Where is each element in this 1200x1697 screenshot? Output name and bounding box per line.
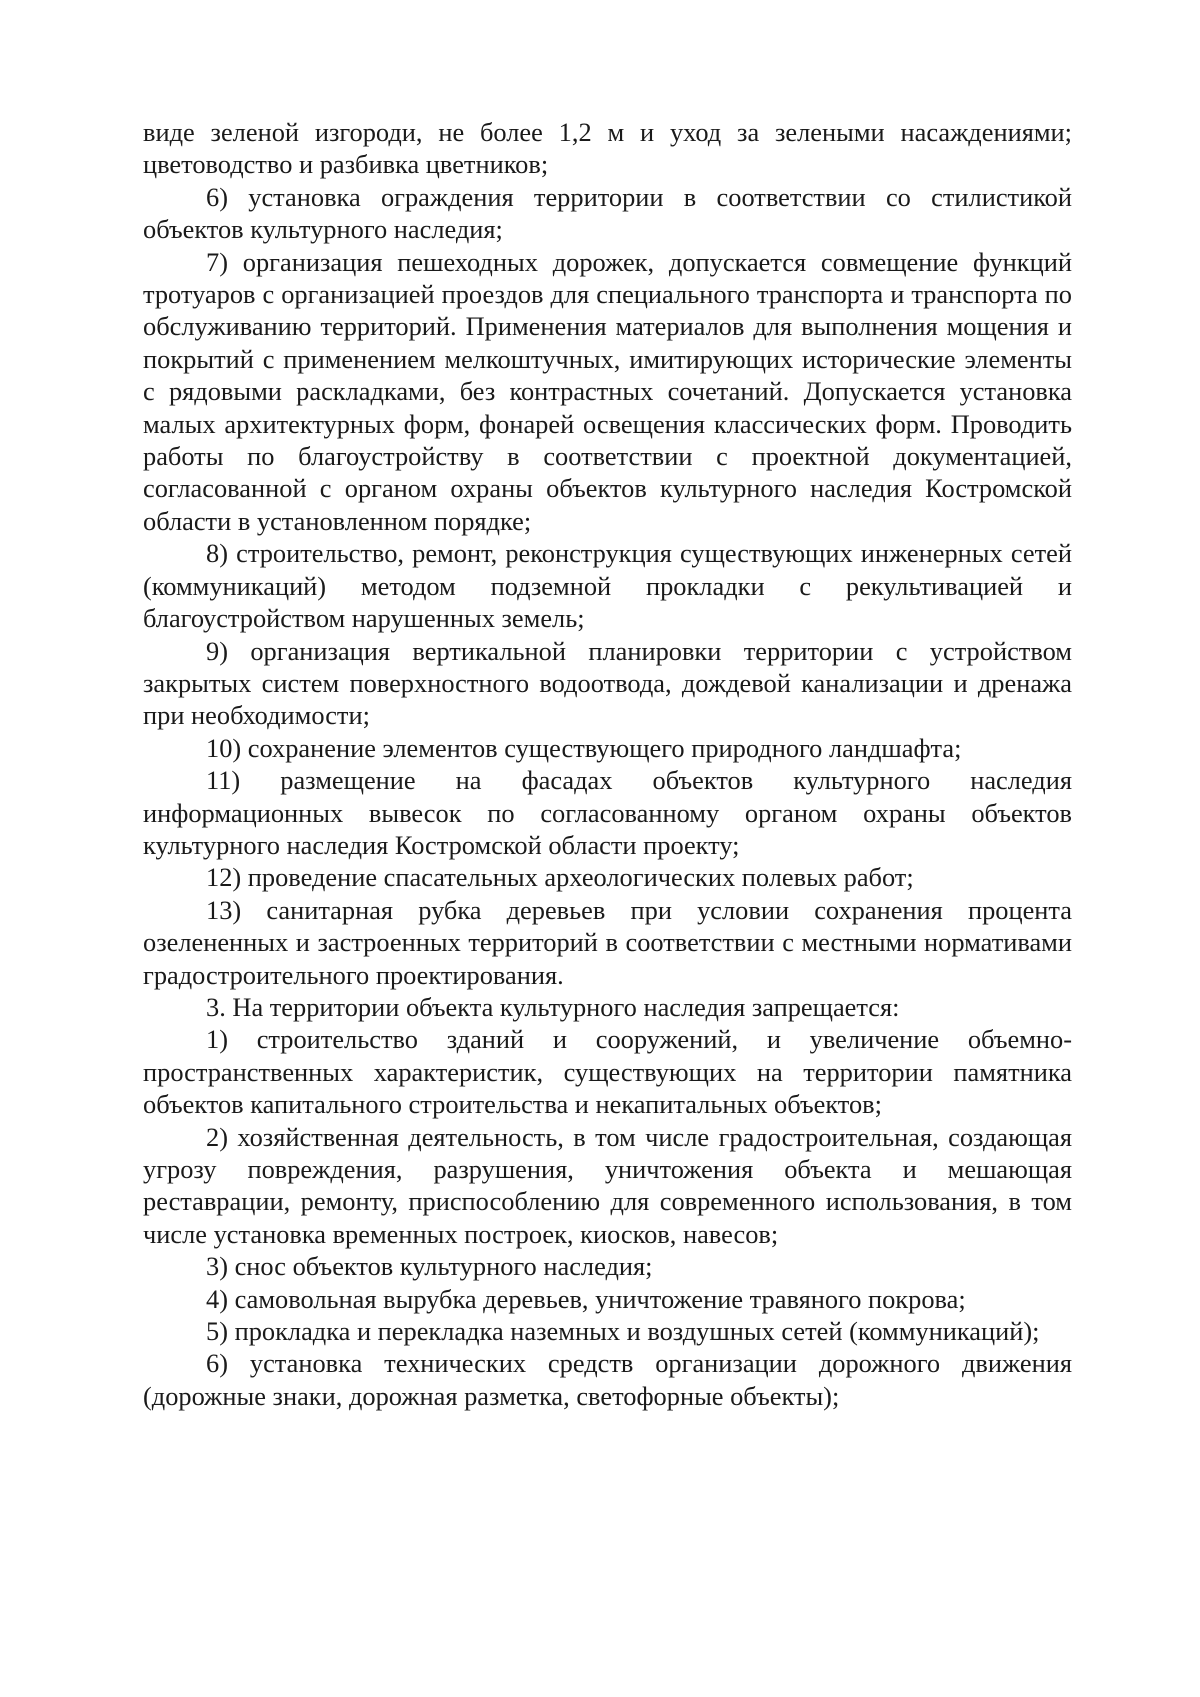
prohibited-item-5-networks: 5) прокладка и перекладка наземных и воздушных сетей (коммуникаций); [206, 1316, 1040, 1347]
section-3-heading: 3. На территории объекта культурного наследия запрещается: [206, 991, 900, 1022]
paragraph-continuation: виде зеленой изгороди, не более 1,2 м и уход за зелеными насаждениями; цветоводство и разбивка цветников; [143, 117, 1072, 180]
paragraph-item-9-vertical-planning: 9) организация вертикальной планировки территории с устройством закрытых систем поверхностного водоотвода, дождевой канализации и дренажа при необходимости; [143, 635, 1072, 731]
paragraph-item-12-archaeology: 12) проведение спасательных археологических полевых работ; [206, 862, 914, 893]
paragraph-item-7-pedestrian-paths: 7) организация пешеходных дорожек, допускается совмещение функций тротуаров с организацией проездов для специального транспорта и транспорта по обслуживанию территорий. Применения материалов для выполнения мощения и покрытий с применением мелкоштучных, имитирующих исторические элементы с рядовыми раскладками, без контрастных сочетаний. Допускается установка малых архитектурных форм, фонарей освещения классических форм. Проводить работы по благоустройству в соответствии с проектной документацией, согласованной с органом охраны объектов культурного наследия Костромской области в установленном порядке; [143, 246, 1072, 536]
paragraph-item-8-engineering-networks: 8) строительство, ремонт, реконструкция существующих инженерных сетей (коммуникаций) методом подземной прокладки с рекультивацией и благоустройством нарушенных земель; [143, 538, 1072, 634]
paragraph-item-10-landscape: 10) сохранение элементов существующего природного ландшафта; [206, 732, 962, 763]
paragraph-item-13-sanitary-felling: 13) санитарная рубка деревьев при условии сохранения процента озелененных и застроенных территорий в соответствии с местными нормативами градостроительного проектирования. [143, 894, 1072, 990]
document-body [143, 116, 1072, 1412]
prohibited-item-2-economic-activity: 2) хозяйственная деятельность, в том числе градостроительная, создающая угрозу повреждения, разрушения, уничтожения объекта и мешающая реставрации, ремонту, приспособлению для современного использования, в том числе установка временных построек, киосков, навесов; [143, 1121, 1072, 1249]
prohibited-item-4-tree-felling: 4) самовольная вырубка деревьев, уничтожение травяного покрова; [206, 1283, 966, 1314]
prohibited-item-3-demolition: 3) снос объектов культурного наследия; [206, 1251, 653, 1282]
paragraph-item-11-signs: 11) размещение на фасадах объектов культурного наследия информационных вывесок по согласованному органом охраны объектов культурного наследия Костромской области проекту; [143, 765, 1072, 860]
paragraph-item-6-fencing: 6) установка ограждения территории в соответствии со стилистикой объектов культурного наследия; [143, 181, 1072, 245]
prohibited-item-6-traffic-means: 6) установка технических средств организации дорожного движения (дорожные знаки, дорожная разметка, светофорные объекты); [143, 1348, 1072, 1411]
prohibited-item-1-construction: 1) строительство зданий и сооружений, и увеличение объемно-пространственных характеристик, существующих на территории памятника объектов капитального строительства и некапитальных объектов; [143, 1024, 1072, 1120]
